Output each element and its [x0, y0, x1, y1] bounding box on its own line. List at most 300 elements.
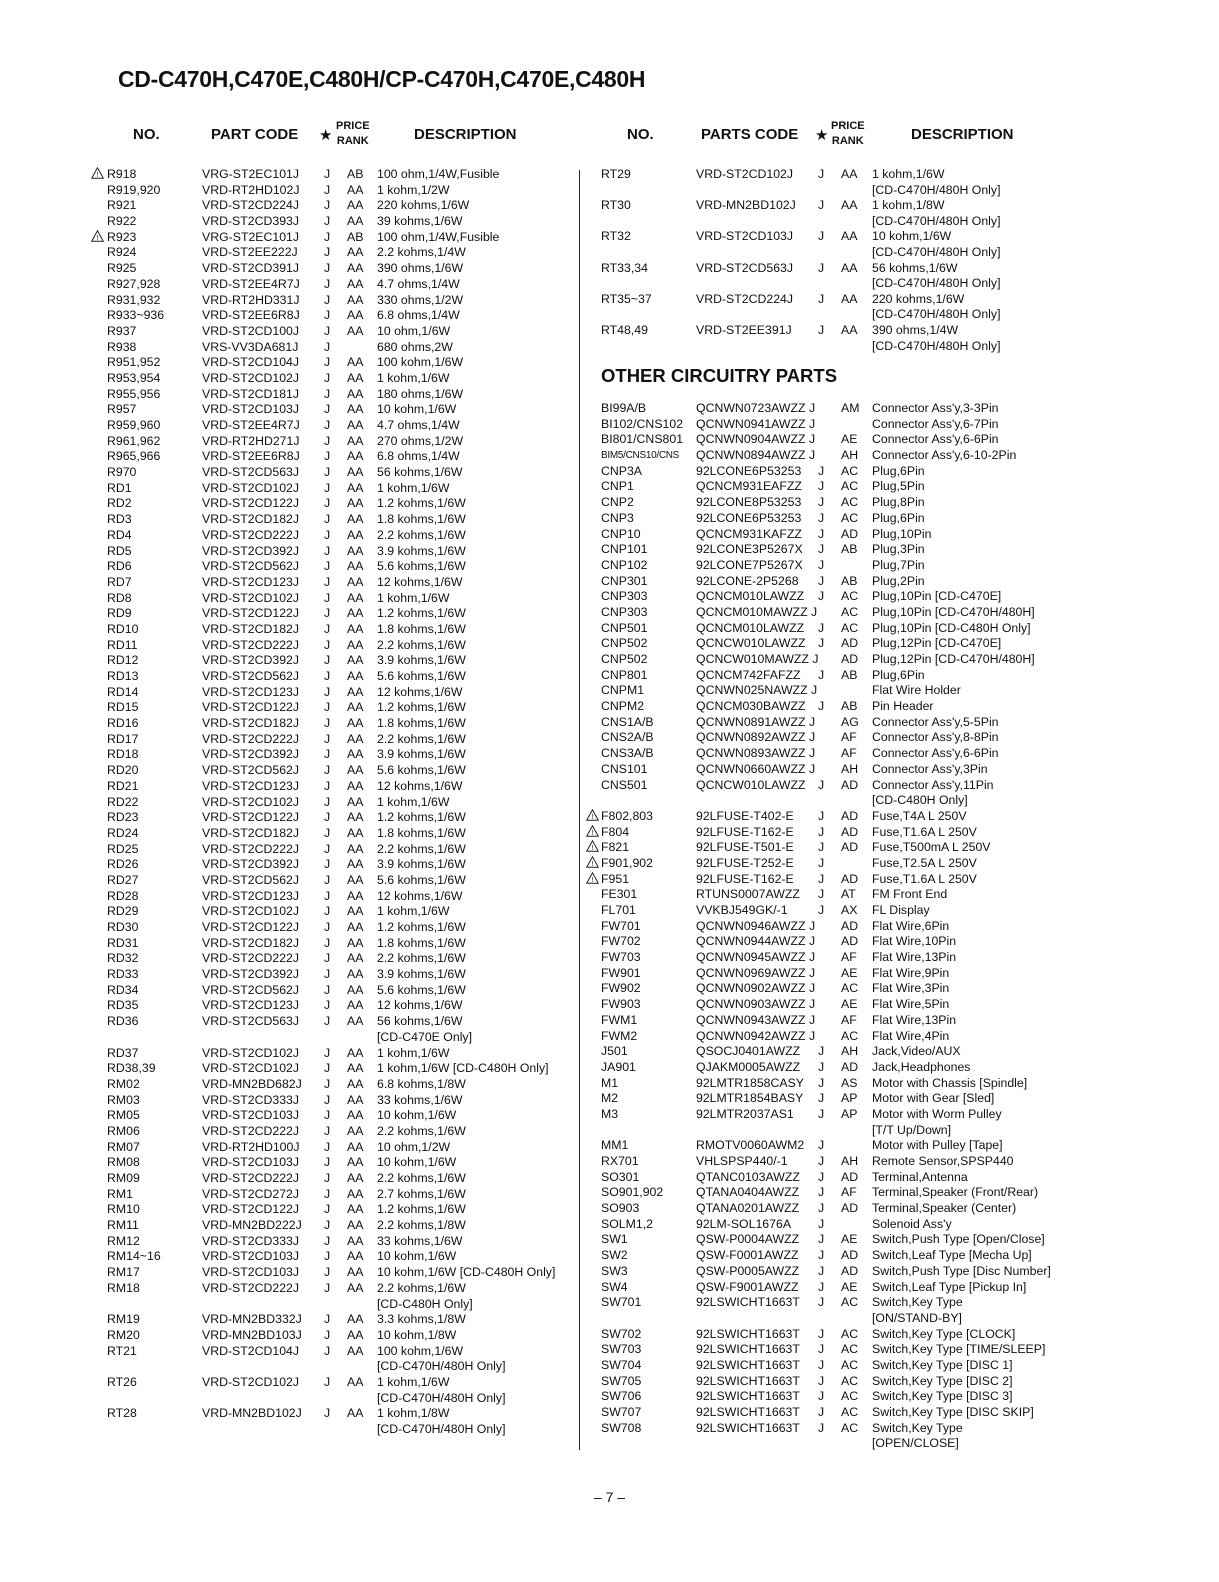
cell-code: VRD-ST2CD222J	[202, 841, 300, 856]
cell-code: QCNWN0902AWZZ J	[696, 981, 816, 996]
table-row	[586, 825, 1066, 841]
cell-j: J	[818, 1263, 825, 1278]
table-row	[90, 544, 575, 560]
cell-rank: AA	[347, 920, 364, 934]
cell-no: F821	[601, 840, 630, 855]
cell-desc: 10 ohm,1/2W	[377, 1139, 451, 1154]
cell-code: VRD-ST2CD100J	[202, 323, 300, 338]
cell-no: CNP502	[601, 652, 648, 666]
cell-no: J501	[601, 1044, 628, 1059]
cell-code: QCNCW010LAWZZ	[696, 636, 806, 651]
cell-code: QCNWN0903AWZZ J	[696, 997, 816, 1012]
table-row	[586, 1327, 1066, 1343]
right-table-header	[586, 118, 1066, 152]
cell-code: VRD-ST2CD181J	[202, 386, 300, 401]
cell-code: VRD-ST2CD562J	[202, 982, 300, 997]
table-row	[586, 448, 1066, 464]
cell-desc: 270 ohms,1/2W	[377, 433, 464, 448]
cell-no: RT35~37	[601, 291, 652, 306]
cell-j: J	[818, 1357, 825, 1372]
cell-code: 92LCONE7P5267X	[696, 557, 803, 572]
table-row	[90, 481, 575, 497]
cell-desc: 1 kohm,1/6W [CD-C480H Only]	[377, 1061, 549, 1076]
cell-rank: AA	[347, 1249, 364, 1264]
cell-no: FWM1	[601, 1012, 638, 1027]
cell-rank: AC	[841, 495, 859, 510]
cell-desc: 1 kohm,1/8W	[872, 198, 945, 213]
cell-no: RT33,34	[601, 260, 648, 275]
table-row	[586, 1389, 1066, 1405]
cell-rank: AA	[841, 229, 858, 244]
cell-desc: 2.2 kohms,1/6W	[377, 527, 466, 542]
cell-rank: AD	[841, 1059, 859, 1074]
cell-desc: Motor with Gear [Sled]	[872, 1091, 995, 1106]
table-row	[586, 872, 1066, 888]
cell-no: RD8	[107, 590, 132, 605]
table-row	[586, 1154, 1066, 1170]
cell-code: VRD-RT2HD271J	[202, 433, 300, 448]
table-row	[90, 763, 575, 779]
table-row	[90, 324, 575, 340]
table-row	[90, 418, 575, 434]
cell-no: RD4	[107, 527, 132, 542]
table-row	[586, 856, 1066, 872]
cell-desc: 2.2 kohms,1/6W	[377, 1171, 466, 1185]
cell-no: CNS2A/B	[601, 730, 654, 745]
cell-rank: AE	[841, 997, 858, 1012]
table-row	[90, 638, 575, 654]
cell-code: VRD-ST2CD562J	[202, 669, 300, 683]
table-row	[586, 793, 1066, 809]
cell-code: VRD-ST2CD103J	[202, 1155, 300, 1170]
table-row	[586, 167, 1066, 183]
cell-no: RM11	[107, 1218, 139, 1233]
cell-no: RM05	[107, 1108, 140, 1123]
cell-code: VRD-ST2CD102J	[202, 794, 300, 809]
cell-rank: AA	[347, 355, 364, 370]
cell-code: VRD-ST2CD392J	[202, 653, 300, 668]
cell-j: J	[818, 260, 825, 275]
cell-code: VRD-ST2CD333J	[202, 1092, 300, 1107]
cell-desc: 100 kohm,1/6W	[377, 1343, 464, 1358]
table-row	[90, 936, 575, 952]
cell-code: VRD-ST2CD182J	[202, 935, 300, 950]
cell-no: CNP502	[601, 636, 648, 651]
cell-code: VRG-ST2EC101J	[202, 167, 300, 181]
cell-rank: AA	[347, 198, 364, 213]
cell-no: RD12	[107, 653, 139, 668]
cell-rank: AA	[841, 322, 858, 337]
cell-j: J	[818, 1091, 825, 1106]
cell-no: F901,902	[601, 855, 653, 870]
cell-j: J	[324, 794, 331, 809]
cell-no: RD1	[107, 480, 132, 495]
cell-j: J	[324, 1139, 331, 1154]
cell-code: VRD-ST2CD102J	[202, 590, 300, 605]
cell-desc: 10 kohm,1/6W	[377, 1249, 457, 1264]
cell-desc: Connector Ass'y,6-6Pin	[872, 432, 999, 447]
table-row	[586, 966, 1066, 982]
table-row	[586, 292, 1066, 308]
cell-no: RM07	[107, 1139, 140, 1154]
cell-j: J	[324, 920, 331, 934]
cell-j: J	[818, 322, 825, 337]
cell-code: VRD-ST2CD562J	[202, 763, 300, 778]
cell-desc: 10 kohm,1/6W	[377, 1108, 457, 1123]
table-row	[586, 1201, 1066, 1217]
cell-no: CNP1	[601, 479, 634, 494]
cell-desc: Motor with Pulley [Tape]	[872, 1138, 1003, 1153]
cell-j: J	[818, 479, 825, 494]
cell-desc: 3.9 kohms,1/6W	[377, 747, 466, 762]
cell-code: VRD-ST2CD103J	[202, 1249, 300, 1264]
cell-code: VRD-ST2CD391J	[202, 261, 300, 276]
cell-rank: AA	[841, 198, 858, 213]
cell-desc: Plug,5Pin	[872, 479, 925, 494]
cell-code: 92LSWICHT1663T	[696, 1389, 800, 1404]
cell-no: CNS501	[601, 777, 648, 792]
cell-desc: 4.7 ohms,1/4W	[377, 276, 460, 291]
cell-no: RD27	[107, 872, 139, 887]
cell-no: RD9	[107, 606, 132, 621]
cell-no: CNP3A	[601, 463, 643, 478]
left-table-header	[90, 118, 570, 152]
cell-desc: 2.2 kohms,1/8W	[377, 1218, 466, 1233]
cell-code: QCNCW010MAWZZ J	[696, 652, 819, 666]
cell-code: VRD-ST2CD182J	[202, 825, 300, 840]
table-row	[586, 1060, 1066, 1076]
cell-no: R918	[107, 167, 137, 181]
cell-no: JA901	[601, 1059, 636, 1074]
cell-no: CNP801	[601, 667, 648, 682]
cell-desc: 1.8 kohms,1/6W	[377, 935, 466, 950]
cell-code: 92LCONE3P5267X	[696, 542, 803, 557]
cell-rank: AE	[841, 965, 858, 980]
cell-desc: Switch,Key Type [DISC 3]	[872, 1389, 1013, 1404]
table-row	[586, 1405, 1066, 1421]
cell-rank: AA	[347, 684, 364, 699]
cell-code: VRD-ST2CD102J	[202, 480, 300, 495]
cell-desc: 4.7 ohms,1/4W	[377, 418, 460, 432]
cell-code: VRD-ST2CD392J	[202, 967, 300, 982]
cell-desc: FL Display	[872, 903, 930, 917]
cell-j: J	[818, 777, 825, 792]
cell-desc: 2.2 kohms,1/6W	[377, 951, 466, 966]
cell-desc: [CD-C470H/480H Only]	[872, 244, 1001, 259]
table-row	[90, 669, 575, 685]
cell-desc: 220 kohms,1/6W	[872, 291, 965, 306]
cell-desc: 10 kohm,1/8W	[377, 1327, 457, 1342]
cell-desc: Flat Wire,13Pin	[872, 950, 957, 965]
cell-rank: AA	[347, 967, 364, 982]
cell-j: J	[324, 1312, 331, 1327]
cell-desc: 1.8 kohms,1/6W	[377, 621, 466, 636]
table-row	[586, 401, 1066, 417]
cell-no: RD2	[107, 496, 132, 511]
cell-rank: AA	[347, 872, 364, 887]
table-row	[586, 574, 1066, 590]
table-row	[586, 1264, 1066, 1280]
cell-desc: 390 ohms,1/4W	[872, 322, 959, 337]
cell-desc: Jack,Headphones	[872, 1059, 971, 1074]
cell-code: VRD-ST2CD562J	[202, 872, 300, 887]
cell-desc: 12 kohms,1/6W	[377, 888, 463, 903]
cell-rank: AA	[347, 1406, 364, 1421]
cell-desc: 1 kohm,1/6W	[377, 1374, 450, 1389]
table-row	[90, 496, 575, 512]
table-row	[90, 842, 575, 858]
cell-desc: [CD-C470H/480H Only]	[872, 182, 1001, 197]
cell-desc: Connector Ass'y,6-7Pin	[872, 416, 999, 431]
cell-desc: [ON/STAND-BY]	[872, 1310, 962, 1325]
cell-no: RM1	[107, 1186, 133, 1201]
cell-code: VRD-MN2BD222J	[202, 1218, 302, 1233]
cell-rank: AA	[347, 747, 364, 762]
table-row	[90, 245, 575, 261]
cell-code: QTANC0103AWZZ	[696, 1169, 800, 1184]
cell-no: RD38,39	[107, 1061, 156, 1076]
table-row	[586, 589, 1066, 605]
table-row	[586, 1138, 1066, 1154]
cell-no: R922	[107, 214, 137, 229]
cell-j: J	[818, 1044, 825, 1059]
cell-j: J	[324, 370, 331, 385]
cell-rank: AC	[841, 510, 859, 525]
cell-no: RD11	[107, 637, 138, 652]
cell-j: J	[324, 198, 331, 213]
cell-rank: AD	[841, 1248, 859, 1263]
table-row	[90, 1218, 575, 1234]
cell-rank: AD	[841, 934, 859, 949]
cell-code: VRD-ST2CD182J	[202, 716, 300, 731]
cell-code: QSW-F9001AWZZ	[696, 1279, 799, 1294]
cell-code: QCNWN0943AWZZ J	[696, 1012, 816, 1027]
cell-desc: 10 ohm,1/6W	[377, 323, 451, 338]
svg-text:!: !	[591, 874, 594, 884]
cell-desc: Plug,8Pin	[872, 495, 925, 510]
cell-desc: Jack,Video/AUX	[872, 1044, 961, 1059]
cell-no: RM03	[107, 1092, 140, 1107]
cell-code: VRD-ST2CD182J	[202, 621, 300, 636]
table-row	[90, 559, 575, 575]
cell-desc: 1.8 kohms,1/6W	[377, 716, 466, 731]
cell-desc: Fuse,T500mA L 250V	[872, 840, 991, 855]
cell-desc: 5.6 kohms,1/6W	[377, 872, 466, 887]
cell-no: M1	[601, 1075, 619, 1090]
cell-rank: AA	[347, 700, 364, 715]
table-row	[90, 700, 575, 716]
cell-j: J	[324, 323, 331, 338]
table-row	[90, 1375, 575, 1391]
table-row	[586, 1374, 1066, 1390]
cell-j: J	[324, 1202, 331, 1217]
cell-no: R927,928	[107, 276, 161, 291]
cell-j: J	[818, 167, 825, 181]
table-row	[586, 668, 1066, 684]
cell-code: VRG-ST2EC101J	[202, 229, 300, 244]
cell-no: RM02	[107, 1076, 140, 1091]
cell-desc: 12 kohms,1/6W	[377, 574, 463, 589]
cell-rank: AA	[347, 1108, 364, 1123]
table-row	[90, 371, 575, 387]
table-row	[90, 983, 575, 999]
cell-no: FWM2	[601, 1028, 638, 1043]
cell-rank: AA	[347, 621, 364, 636]
cell-rank: AA	[347, 1123, 364, 1138]
cell-no: R931,932	[107, 292, 161, 307]
cell-j: J	[818, 855, 825, 870]
cell-desc: 1 kohm,1/8W	[377, 1406, 450, 1421]
cell-no: FW701	[601, 918, 641, 933]
cell-desc: 100 kohm,1/6W	[377, 355, 464, 370]
header-description: DESCRIPTION	[414, 126, 517, 143]
cell-j: J	[324, 1076, 331, 1091]
cell-code: VRD-ST2CD224J	[202, 198, 300, 213]
cell-code: VRD-ST2CD122J	[202, 810, 300, 825]
cell-no: RD33	[107, 967, 139, 982]
cell-rank: AF	[841, 730, 857, 745]
cell-code: VRD-ST2CD122J	[202, 920, 300, 934]
cell-code: 92LCONE8P53253	[696, 495, 802, 510]
cell-no: SW705	[601, 1373, 642, 1388]
cell-desc: Solenoid Ass'y	[872, 1216, 952, 1231]
cell-code: QCNWN0944AWZZ J	[696, 934, 816, 949]
cell-no: RD16	[107, 716, 139, 731]
cell-rank: AC	[841, 1357, 859, 1372]
table-row	[586, 1076, 1066, 1092]
cell-desc: Fuse,T4A L 250V	[872, 808, 967, 823]
cell-no: RD22	[107, 794, 139, 809]
cell-code: VRD-RT2HD100J	[202, 1139, 300, 1154]
cell-rank: AA	[347, 1061, 364, 1076]
cell-desc: 5.6 kohms,1/6W	[377, 559, 466, 574]
cell-code: VRD-MN2BD102J	[202, 1406, 302, 1421]
cell-code: VRD-ST2CD393J	[202, 214, 300, 229]
cell-rank: AA	[347, 716, 364, 731]
table-row	[90, 1108, 575, 1124]
cell-j: J	[324, 261, 331, 276]
cell-desc: Switch,Key Type [DISC 1]	[872, 1357, 1013, 1372]
cell-j: J	[324, 1061, 331, 1076]
cell-code: 92LCONE-2P5268	[696, 573, 799, 588]
cell-rank: AA	[347, 763, 364, 778]
cell-rank: AA	[347, 794, 364, 809]
cell-rank: AA	[347, 449, 364, 464]
cell-desc: 33 kohms,1/6W	[377, 1233, 463, 1248]
cell-no: R921	[107, 198, 137, 213]
cell-no: RT28	[107, 1406, 137, 1421]
cell-desc: [CD-C470H/480H Only]	[872, 307, 1001, 322]
cell-desc: 12 kohms,1/6W	[377, 684, 463, 699]
cell-desc: [CD-C470H/480H Only]	[377, 1359, 506, 1374]
table-row	[90, 293, 575, 309]
cell-j: J	[818, 495, 825, 510]
cell-rank: AE	[841, 432, 858, 447]
cell-desc: 2.2 kohms,1/6W	[377, 841, 466, 856]
cell-desc: Plug,2Pin	[872, 573, 925, 588]
table-row	[586, 1421, 1066, 1437]
cell-no: R938	[107, 339, 137, 354]
cell-desc: Plug,10Pin	[872, 526, 932, 541]
table-row	[90, 606, 575, 622]
cell-code: QCNWN0904AWZZ J	[696, 432, 816, 447]
table-row	[586, 950, 1066, 966]
cell-code: QSW-P0005AWZZ	[696, 1263, 800, 1278]
cell-rank: AB	[841, 542, 858, 557]
cell-no: RD25	[107, 841, 139, 856]
safety-warning-icon	[586, 825, 599, 837]
cell-code: VRD-ST2CD122J	[202, 1202, 300, 1217]
cell-j: J	[818, 903, 825, 917]
table-row	[586, 183, 1066, 199]
cell-desc: 2.2 kohms,1/6W	[377, 731, 466, 746]
cell-no: F951	[601, 871, 630, 886]
cell-code: VRD-ST2CD272J	[202, 1186, 300, 1201]
cell-no: RT48,49	[601, 322, 648, 337]
table-row	[90, 528, 575, 544]
cell-rank: AA	[347, 559, 364, 574]
cell-desc: 56 kohms,1/6W	[377, 1014, 463, 1029]
table-row	[586, 1295, 1066, 1311]
cell-rank: AA	[347, 402, 364, 417]
cell-code: VRD-ST2CD102J	[696, 167, 794, 181]
cell-rank: AD	[841, 1263, 859, 1278]
cell-j: J	[324, 402, 331, 417]
cell-j: J	[324, 465, 331, 480]
cell-no: CNP303	[601, 589, 648, 604]
cell-desc: 220 kohms,1/6W	[377, 198, 470, 213]
cell-desc: 680 ohms,2W	[377, 339, 453, 354]
table-row	[90, 261, 575, 277]
cell-no: CNS1A/B	[601, 714, 654, 729]
table-row	[586, 1013, 1066, 1029]
cell-j: J	[818, 887, 825, 902]
cell-j: J	[324, 574, 331, 589]
cell-j: J	[324, 763, 331, 778]
cell-j: J	[324, 1014, 331, 1029]
cell-rank: AM	[841, 401, 860, 415]
cell-j: J	[324, 543, 331, 558]
cell-rank: AA	[347, 888, 364, 903]
cell-j: J	[324, 731, 331, 746]
cell-desc: [T/T Up/Down]	[872, 1122, 952, 1137]
cell-j: J	[324, 857, 331, 872]
cell-desc: Flat Wire,3Pin	[872, 981, 950, 996]
cell-j: J	[818, 198, 825, 213]
cell-desc: [CD-C480H Only]	[872, 793, 968, 808]
cell-j: J	[324, 1327, 331, 1342]
cell-no: RD30	[107, 920, 139, 934]
table-row	[90, 183, 575, 199]
safety-warning-icon	[91, 230, 104, 242]
cell-j: J	[324, 778, 331, 793]
cell-desc: Plug,6Pin	[872, 510, 925, 525]
cell-j: J	[818, 636, 825, 651]
cell-rank: AA	[347, 825, 364, 840]
cell-j: J	[324, 1171, 331, 1185]
cell-j: J	[818, 824, 825, 839]
cell-no: RD7	[107, 574, 132, 589]
table-row	[586, 1029, 1066, 1045]
header-no: NO.	[133, 126, 160, 143]
cell-rank: AA	[347, 214, 364, 229]
cell-no: CNS3A/B	[601, 746, 654, 761]
cell-no: CNPM1	[601, 683, 645, 698]
table-row	[586, 1185, 1066, 1201]
cell-desc: Connector Ass'y,8-8Pin	[872, 730, 999, 745]
cell-rank: AE	[841, 1279, 858, 1294]
cell-code: QCNWN0660AWZZ J	[696, 761, 816, 776]
